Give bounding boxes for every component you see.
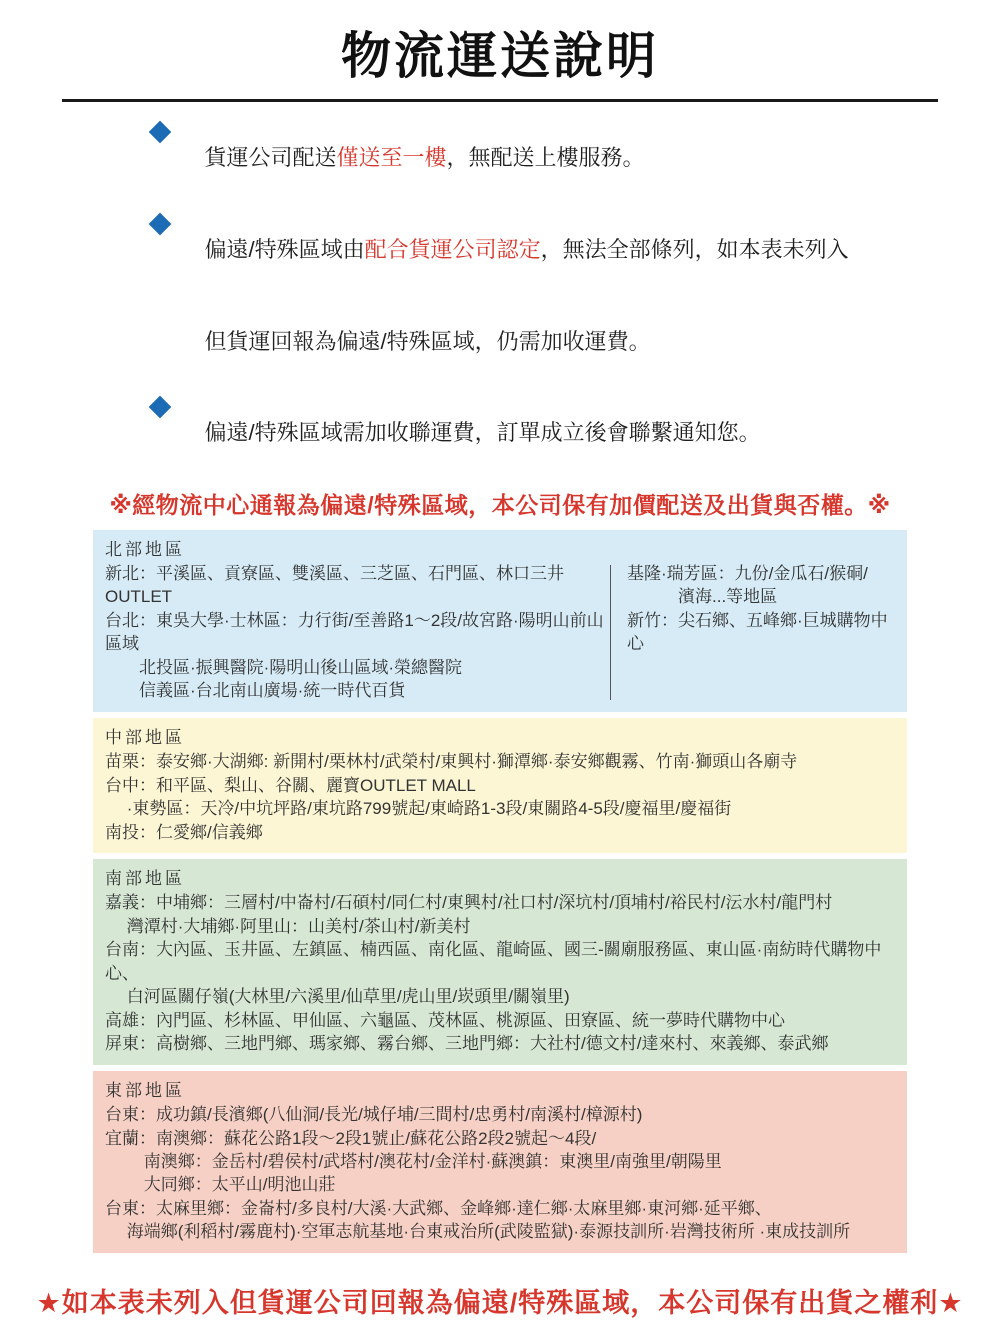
diamond-bullet-icon — [149, 121, 172, 144]
region-line: 北投區·振興醫院·陽明山後山區域·榮總醫院 — [105, 657, 462, 677]
region-north-columns — [105, 562, 895, 703]
notice-text-highlight: 配合貨運公司認定 — [364, 237, 541, 263]
region-south-title: 南部地區 — [105, 869, 185, 888]
notice-text: 貨運公司配送 — [204, 145, 337, 171]
region-line: 嘉義：中埔鄉：三層村/中崙村/石碩村/同仁村/東興村/社口村/深坑村/頂埔村/裕民村/沄水村/龍門村 — [105, 893, 833, 913]
region-line: 南澳鄉：金岳村/碧侯村/武塔村/澳花村/金洋村·蘇澳鎮：東澳里/南強里/朝陽里 — [105, 1151, 722, 1171]
notice-item-3 — [150, 395, 1000, 471]
region-line: 台北：東吳大學·士林區：力行街/至善路1～2段/故宮路·陽明山前山區域 — [105, 610, 604, 654]
title-divider — [62, 99, 938, 102]
page-title: 物流運送說明 — [341, 28, 659, 84]
region-line: 信義區·台北南山廣場·統一時代百貨 — [105, 681, 406, 701]
region-line: 高雄：內門區、杉林區、甲仙區、六龜區、茂林區、桃源區、田寮區、統一夢時代購物中心 — [105, 1010, 785, 1030]
diamond-bullet-icon — [149, 213, 172, 236]
notice-text: ，無配送上樓服務。 — [446, 145, 645, 171]
region-line: 苗栗：泰安鄉·大湖鄉: 新開村/栗林村/武榮村/東興村·獅潭鄉·泰安鄉觀霧、竹南·獅頭山各廟寺 — [105, 752, 798, 772]
region-line: ·東勢區：天冷/中坑坪路/東坑路799號起/東崎路1-3段/東關路4-5段/慶福里/慶福街 — [105, 799, 732, 819]
notice-item-2 — [150, 212, 1000, 288]
notice-text: ，無法全部條列，如本表未列入 — [540, 237, 849, 263]
region-central — [93, 718, 907, 853]
notice-text: 偏遠/特殊區域由 — [204, 237, 365, 263]
region-line: 台東：太麻里鄉：金崙村/多良村/大溪·大武鄉、金峰鄉·達仁鄉·太麻里鄉·東河鄉·延平鄉、 — [105, 1198, 772, 1218]
region-line: 台東：成功鎮/長濱鄉(八仙洞/長光/城仔埔/三間村/忠勇村/南溪村/樟源村) — [105, 1105, 643, 1125]
region-east-title: 東部地區 — [105, 1080, 185, 1100]
region-line: 灣潭村·大埔鄉·阿里山：山美村/茶山村/新美村 — [105, 916, 471, 936]
notice-list — [150, 120, 1000, 471]
region-north-title: 北部地區 — [105, 539, 185, 559]
region-line: 海端鄉(利稻村/霧鹿村)·空軍志航基地·台東戒治所(武陵監獄)·泰源技訓所·岩灣技術所 ·東成技訓所 — [105, 1222, 851, 1242]
region-line: 台中：和平區、梨山、谷關、麗寶OUTLET MALL — [105, 775, 476, 795]
region-line: 屏東：高樹鄉、三地門鄉、瑪家鄉、霧台鄉、三地門鄉：大社村/德文村/達來村、來義鄉、泰武鄉 — [105, 1034, 829, 1054]
north-right-column — [611, 562, 895, 703]
region-north — [93, 530, 907, 712]
top-warning: ※經物流中心通報為偏遠/特殊區域，本公司保有加價配送及出貨與否權。※ — [109, 491, 891, 518]
notice-text: 偏遠/特殊區域需加收聯運費，訂單成立後會聯繫通知您。 — [204, 419, 761, 445]
region-line: 大同鄉：太平山/明池山莊 — [105, 1175, 336, 1195]
notice-item-1 — [150, 120, 1000, 196]
region-line: 濱海...等地區 — [627, 587, 778, 607]
region-line: 基隆·瑞芳區：九份/金瓜石/猴硐/ — [627, 564, 868, 584]
region-line: 白河區關仔嶺(大林里/六溪里/仙草里/虎山里/崁頭里/關嶺里) — [105, 987, 570, 1007]
region-line: 南投：仁愛鄉/信義鄉 — [105, 822, 263, 842]
region-central-title: 中部地區 — [105, 727, 185, 747]
notice-item-2-continued — [150, 304, 1000, 380]
notice-text-highlight: 僅送至一樓 — [336, 145, 447, 171]
region-line: 宜蘭：南澳鄉：蘇花公路1段～2段1號止/蘇花公路2段2號起～4段/ — [105, 1128, 597, 1148]
region-line: 新北：平溪區、貢寮區、雙溪區、三芝區、石門區、林口三井OUTLET — [105, 564, 564, 607]
region-line: 新竹：尖石鄉、五峰鄉·巨城購物中心 — [627, 610, 888, 654]
north-left-column — [105, 562, 610, 703]
region-south — [93, 859, 907, 1065]
diamond-bullet-icon — [149, 395, 172, 418]
region-east — [93, 1071, 907, 1253]
region-line: 台南：大內區、玉井區、左鎮區、楠西區、南化區、龍崎區、國三-關廟服務區、東山區·南紡時代購物中心、 — [105, 940, 882, 983]
bottom-warning: ★如本表未列入但貨運公司回報為偏遠/特殊區域，本公司保有出貨之權利★ — [36, 1287, 964, 1318]
notice-text: 但貨運回報為偏遠/特殊區域，仍需加收運費。 — [204, 329, 651, 355]
